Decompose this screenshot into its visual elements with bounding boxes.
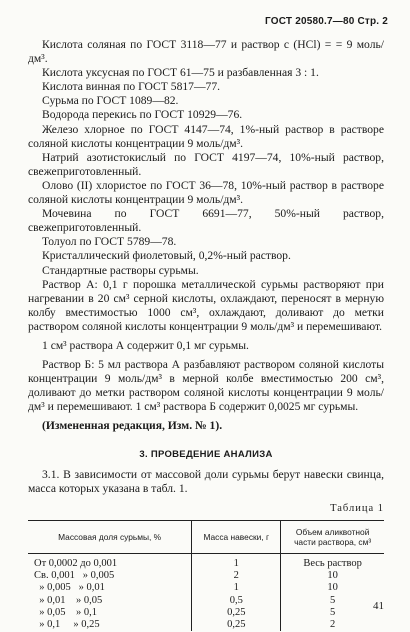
section-title: 3. ПРОВЕДЕНИЕ АНАЛИЗА [139, 448, 273, 460]
cell-sample-mass: 1 [192, 582, 281, 594]
table-row [28, 607, 384, 619]
cell-sample-mass: 0,25 [192, 619, 281, 631]
header-aliquot-volume: Объем аликвотной части раствора, см³ [281, 520, 384, 553]
table-caption: Таблица 1 [330, 502, 384, 514]
reagent-acetic-acid: Кислота уксусная по ГОСТ 61—75 и разбавленная 3 : 1. [42, 66, 319, 80]
cell-mass-fraction: » 0,01 » 0,05 [34, 594, 103, 606]
cell-mass-fraction: Св. 0,001 » 0,005 [34, 570, 115, 582]
cell-sample-mass: 0,25 [192, 607, 281, 619]
cell-aliquot-volume: 2 [281, 619, 384, 631]
table-row [28, 595, 384, 607]
header-sample-mass: Масса навески, г [192, 520, 281, 553]
cell-sample-mass: 1 [192, 553, 281, 570]
page-header: ГОСТ 20580.7—80 Стр. 2 [265, 16, 388, 27]
reagent-sodium-nitrite: Натрий азотистокислый по ГОСТ 4197—74, 10%-ный раствор, свежеприготовленный. [28, 150, 384, 178]
table-row [28, 570, 384, 582]
solution-b-text: Раствор Б: 5 мл раствора А разбавляют раствором соляной кислоты концентрации 9 моль/дм³ в мерной колбе вместимостью 200 см³, доливают до метки раствором соляной кислоты концентрации 9 моль/дм³ и перемешивают. 1 см³ раствора Б содержит 0,0025 мг сурьмы. [28, 358, 384, 414]
standard-solutions-heading: Стандартные растворы сурьмы. [42, 263, 199, 277]
reagent-urea: Мочевина по ГОСТ 6691—77, 50%-ный раствор, свежеприготовленный. [28, 207, 384, 235]
cell-mass-fraction: » 0,05 » 0,1 [34, 606, 97, 618]
reagent-ferric-chloride: Железо хлорное по ГОСТ 4147—74, 1%-ный раствор в растворе соляной кислоты концентрации 9 моль/дм³. [28, 122, 384, 150]
cell-mass-fraction: » 0,005 » 0,01 [34, 582, 105, 594]
document-body [28, 38, 384, 631]
table-row [28, 582, 384, 594]
cell-mass-fraction: От 0,0002 до 0,001 [34, 557, 118, 569]
cell-aliquot-volume: 5 [281, 595, 384, 607]
table-row [28, 619, 384, 631]
table-row [28, 553, 384, 570]
page-number: 41 [373, 600, 384, 612]
cell-aliquot-volume: 5 [281, 607, 384, 619]
cell-sample-mass: 2 [192, 570, 281, 582]
reagent-crystal-violet: Кристаллический фиолетовый, 0,2%-ный раствор. [42, 249, 291, 263]
reagent-hcl: Кислота соляная по ГОСТ 3118—77 и раствор с (HCl) = = 9 моль/дм³. [28, 38, 384, 66]
cell-mass-fraction: » 0,1 » 0,25 [34, 618, 100, 630]
cell-sample-mass: 0,5 [192, 595, 281, 607]
cell-aliquot-volume: Весь раствор [281, 553, 384, 570]
reagent-antimony: Сурьма по ГОСТ 1089—82. [42, 94, 179, 108]
reagent-hydrogen-peroxide: Водорода перекись по ГОСТ 10929—76. [42, 108, 243, 122]
section-text: 3.1. В зависимости от массовой доли сурьмы берут навески свинца, масса которых указана в табл. 1. [28, 467, 384, 495]
solution-a-text: Раствор А: 0,1 г порошка металлической сурьмы растворяют при нагревании в 20 см³ серной кислоты, охлаждают, переносят в мерную колбу вместимостью 1000 см³, охлаждают, доливают до метки раствором соляной кислоты концентрации 9 моль/дм³ и перемешивают. [28, 277, 384, 333]
cell-aliquot-volume: 10 [281, 582, 384, 594]
antimony-table [28, 520, 384, 631]
reagent-tartaric-acid: Кислота винная по ГОСТ 5817—77. [42, 80, 221, 94]
reagent-toluene: Толуол по ГОСТ 5789—78. [42, 235, 177, 249]
table-header-row [28, 520, 384, 553]
amendment-note: (Измененная редакция, Изм. № 1). [42, 419, 223, 433]
header-mass-fraction: Массовая доля сурьмы, % [28, 520, 192, 553]
cell-aliquot-volume: 10 [281, 570, 384, 582]
solution-a-content: 1 см³ раствора А содержит 0,1 мг сурьмы. [42, 338, 249, 352]
reagent-tin-chloride: Олово (II) хлористое по ГОСТ 36—78, 10%-ный раствор в растворе соляной кислоты концентрации 9 моль/дм³. [28, 178, 384, 207]
